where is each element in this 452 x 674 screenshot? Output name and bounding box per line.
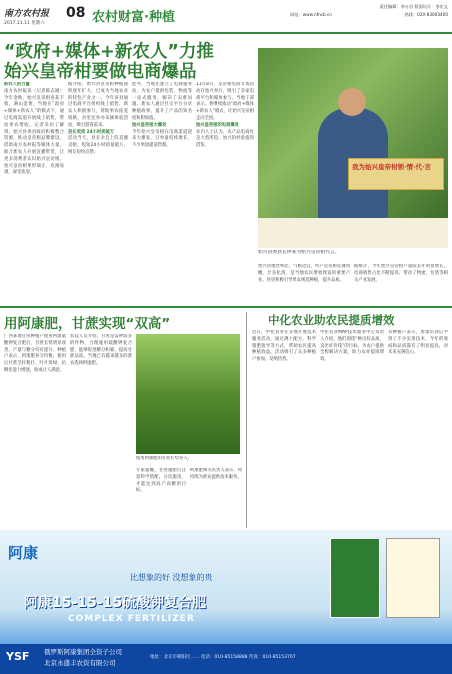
issue-date: 2017.11.11 星期六 xyxy=(4,21,45,26)
hotline: 热线：020-83003400 xyxy=(404,12,448,17)
banner-slogan: 我为始兴皇帝柑领·情·代·言 xyxy=(352,163,431,171)
article2-col2: 农技人员介绍，甘蔗是需钾较多的作物，合理施用硫酸钾复合肥，能够促进糖分积累，提高甘蔗品质。当地已有越来越多的蔗农选择阿康肥。 xyxy=(70,334,132,367)
person-head xyxy=(338,88,366,116)
article3-col3: 有种植户表示，参加培训后学到了不少实用技术，今年的收成和品质都有了明显提高，对未来充满信心。 xyxy=(388,330,448,356)
banner-caption: 始兴县委县长钟某为始兴皇帝柑代言。 xyxy=(258,250,340,255)
article2-col1: 广西某地甘蔗种植户使用阿康硫酸钾复合肥后，甘蔗长势明显改善，产量与糖分均有提升。种植户表示，阿康肥养分均衡，使用后甘蔗茎秆粗壮、叶片浓绿，抗倒伏能力增强，收成让人满意。 xyxy=(4,334,66,373)
subhead-1: 新农人的力量 xyxy=(4,82,30,87)
headline-line1: “政府+媒体+新农人”力推 xyxy=(4,42,214,62)
fertilizer-bag-1 xyxy=(330,538,380,618)
article3-headline: 中化农业助农民提质增效 xyxy=(268,313,395,327)
article3-col2: 中化农业MAP技术服务中心负责人介绍，他们围绕“种出好品质、卖出好价钱”的目标，为农户提供全程解决方案，助力农业提质增效。 xyxy=(320,330,384,363)
ad-slogan: 比想象的好 没想象的贵 xyxy=(130,573,213,582)
banner-slogan-box xyxy=(348,158,444,190)
fertilizer-bag-2 xyxy=(386,538,440,618)
company-contact: 地址：北京市朝阳区…… 电话：010-85158888 传真：010-85153707 xyxy=(150,655,296,660)
paper-logo: 南方农村报 xyxy=(4,9,50,19)
company-line2: 北京永盛丰农资有限公司 xyxy=(44,659,116,667)
company-line1: 俄罗斯阿康集团全资子公司 xyxy=(44,648,122,656)
website: 网址：www.nfncb.cn xyxy=(290,12,332,17)
page-header xyxy=(0,0,452,34)
ad-product-en: COMPLEX FERTILIZER xyxy=(68,614,195,624)
subhead-2: 县长卖货 24小时卖破万 xyxy=(68,129,115,135)
subhead-4: 始兴皇帝柑的电商爆发 xyxy=(196,122,239,128)
ad-product: 阿康15-15-15硫酸钾复合肥 xyxy=(24,595,207,611)
article1-col1: 新农人的力量 南方农村报讯（记者陈志刚）今年金秋，始兴皇帝柑喜获丰收，满山金黄，当地在“政府+媒体+新农人”的模式下，通过电商渠道开展线上销售，带动果农增收。记者采访了解到，始兴县委县政府积极整合资源，推动皇帝柑品牌建设，借助南方农村报等媒体力量，联合新农人开展直播带货，让更多消费者认识始兴皇帝柑。始兴皇帝柑果形端正、皮薄易剥，深受欢迎。 xyxy=(4,82,64,176)
article1-col2: 据介绍，始兴县皇帝柑种植面积逐年扩大，已成为当地农业的特色产业之一。今年该县通过电商平台组织线上销售，新农人积极参与，帮助果农拓宽销路。县里还举办采摘体验活动，吸引游客前来。 县长卖货 24小时卖破万 活动当天，县长亲自上阵直播卖柑，短短24小时销量破万，网友纷纷点赞。 xyxy=(68,82,128,155)
article2-photo-caption: 使用阿康肥的甘蔗长势喜人。 xyxy=(136,456,192,461)
article1-col4: 11月8日，皇帝柑电商专场活动在始兴举行，吸引了多家电商平台和媒体参与。当地干部表示，将继续推动“政府+媒体+新农人”模式，让始兴皇帝柑走向全国。 始兴皇帝柑的电商爆发 业内人士认为，农产品电商化是大势所趋，始兴的经验值得借鉴。 xyxy=(196,82,254,149)
column-divider xyxy=(246,312,247,528)
article2-headline: 用阿康肥，甘蔗实现“双高” xyxy=(4,316,171,332)
company-logo: YSF xyxy=(6,650,30,663)
promo-banner xyxy=(258,48,448,248)
ad-footer xyxy=(0,644,452,674)
ad-brand: 阿康 xyxy=(8,544,39,562)
article1-col6: 据统计，今年始兴皇帝柑产量较去年明显增长，电商销售占比不断提高，带动了物流、包装等相关产业发展。 xyxy=(354,264,448,283)
article3-col1: 近日，中化农业在多地开展技术服务活动，通过测土配方、科学施肥指导等方式，帮助农民提高种植效益。活动吸引了众多种植户参加，反响热烈。 xyxy=(252,330,316,363)
article2-col3: 专家提醒，甘蔗施肥应注意科学搭配，分次施用，才能达到高产高糖的目标。 xyxy=(136,468,186,494)
article2-col4: 阿康肥相关负责人表示，将持续为蔗农提供技术服务。 xyxy=(190,468,242,480)
section-title: 农村财富·种植 xyxy=(92,10,175,25)
section-divider xyxy=(0,306,452,308)
article1-col3: 此外，当地还建立了电商服务站，为农户提供包装、物流等一站式服务，解决了卖难问题。新农人通过社交平台分享种植故事，提升了产品的知名度和附加值。 始兴皇帝柑大爆发 今年始兴皇帝柑在电商渠道迎来大爆发，订单量持续增长，不少果园提前售罄。 xyxy=(132,82,192,149)
editor-line: 责任编辑：李万昌 版面设计：李宏文 xyxy=(379,4,448,9)
article1-col5: 始兴县地处粤北，气候适宜，所产皇帝柑皮薄肉嫩、汁多化渣，是当地农民增收致富的重要产业。县里积极引导果农规范种植，提升品质。 xyxy=(258,264,350,283)
subhead-3: 始兴皇帝柑大爆发 xyxy=(132,122,167,128)
headline-line2: 始兴皇帝柑要做电商爆品 xyxy=(4,62,197,82)
page-number: 08 xyxy=(66,5,86,21)
sugarcane-photo xyxy=(136,334,240,454)
